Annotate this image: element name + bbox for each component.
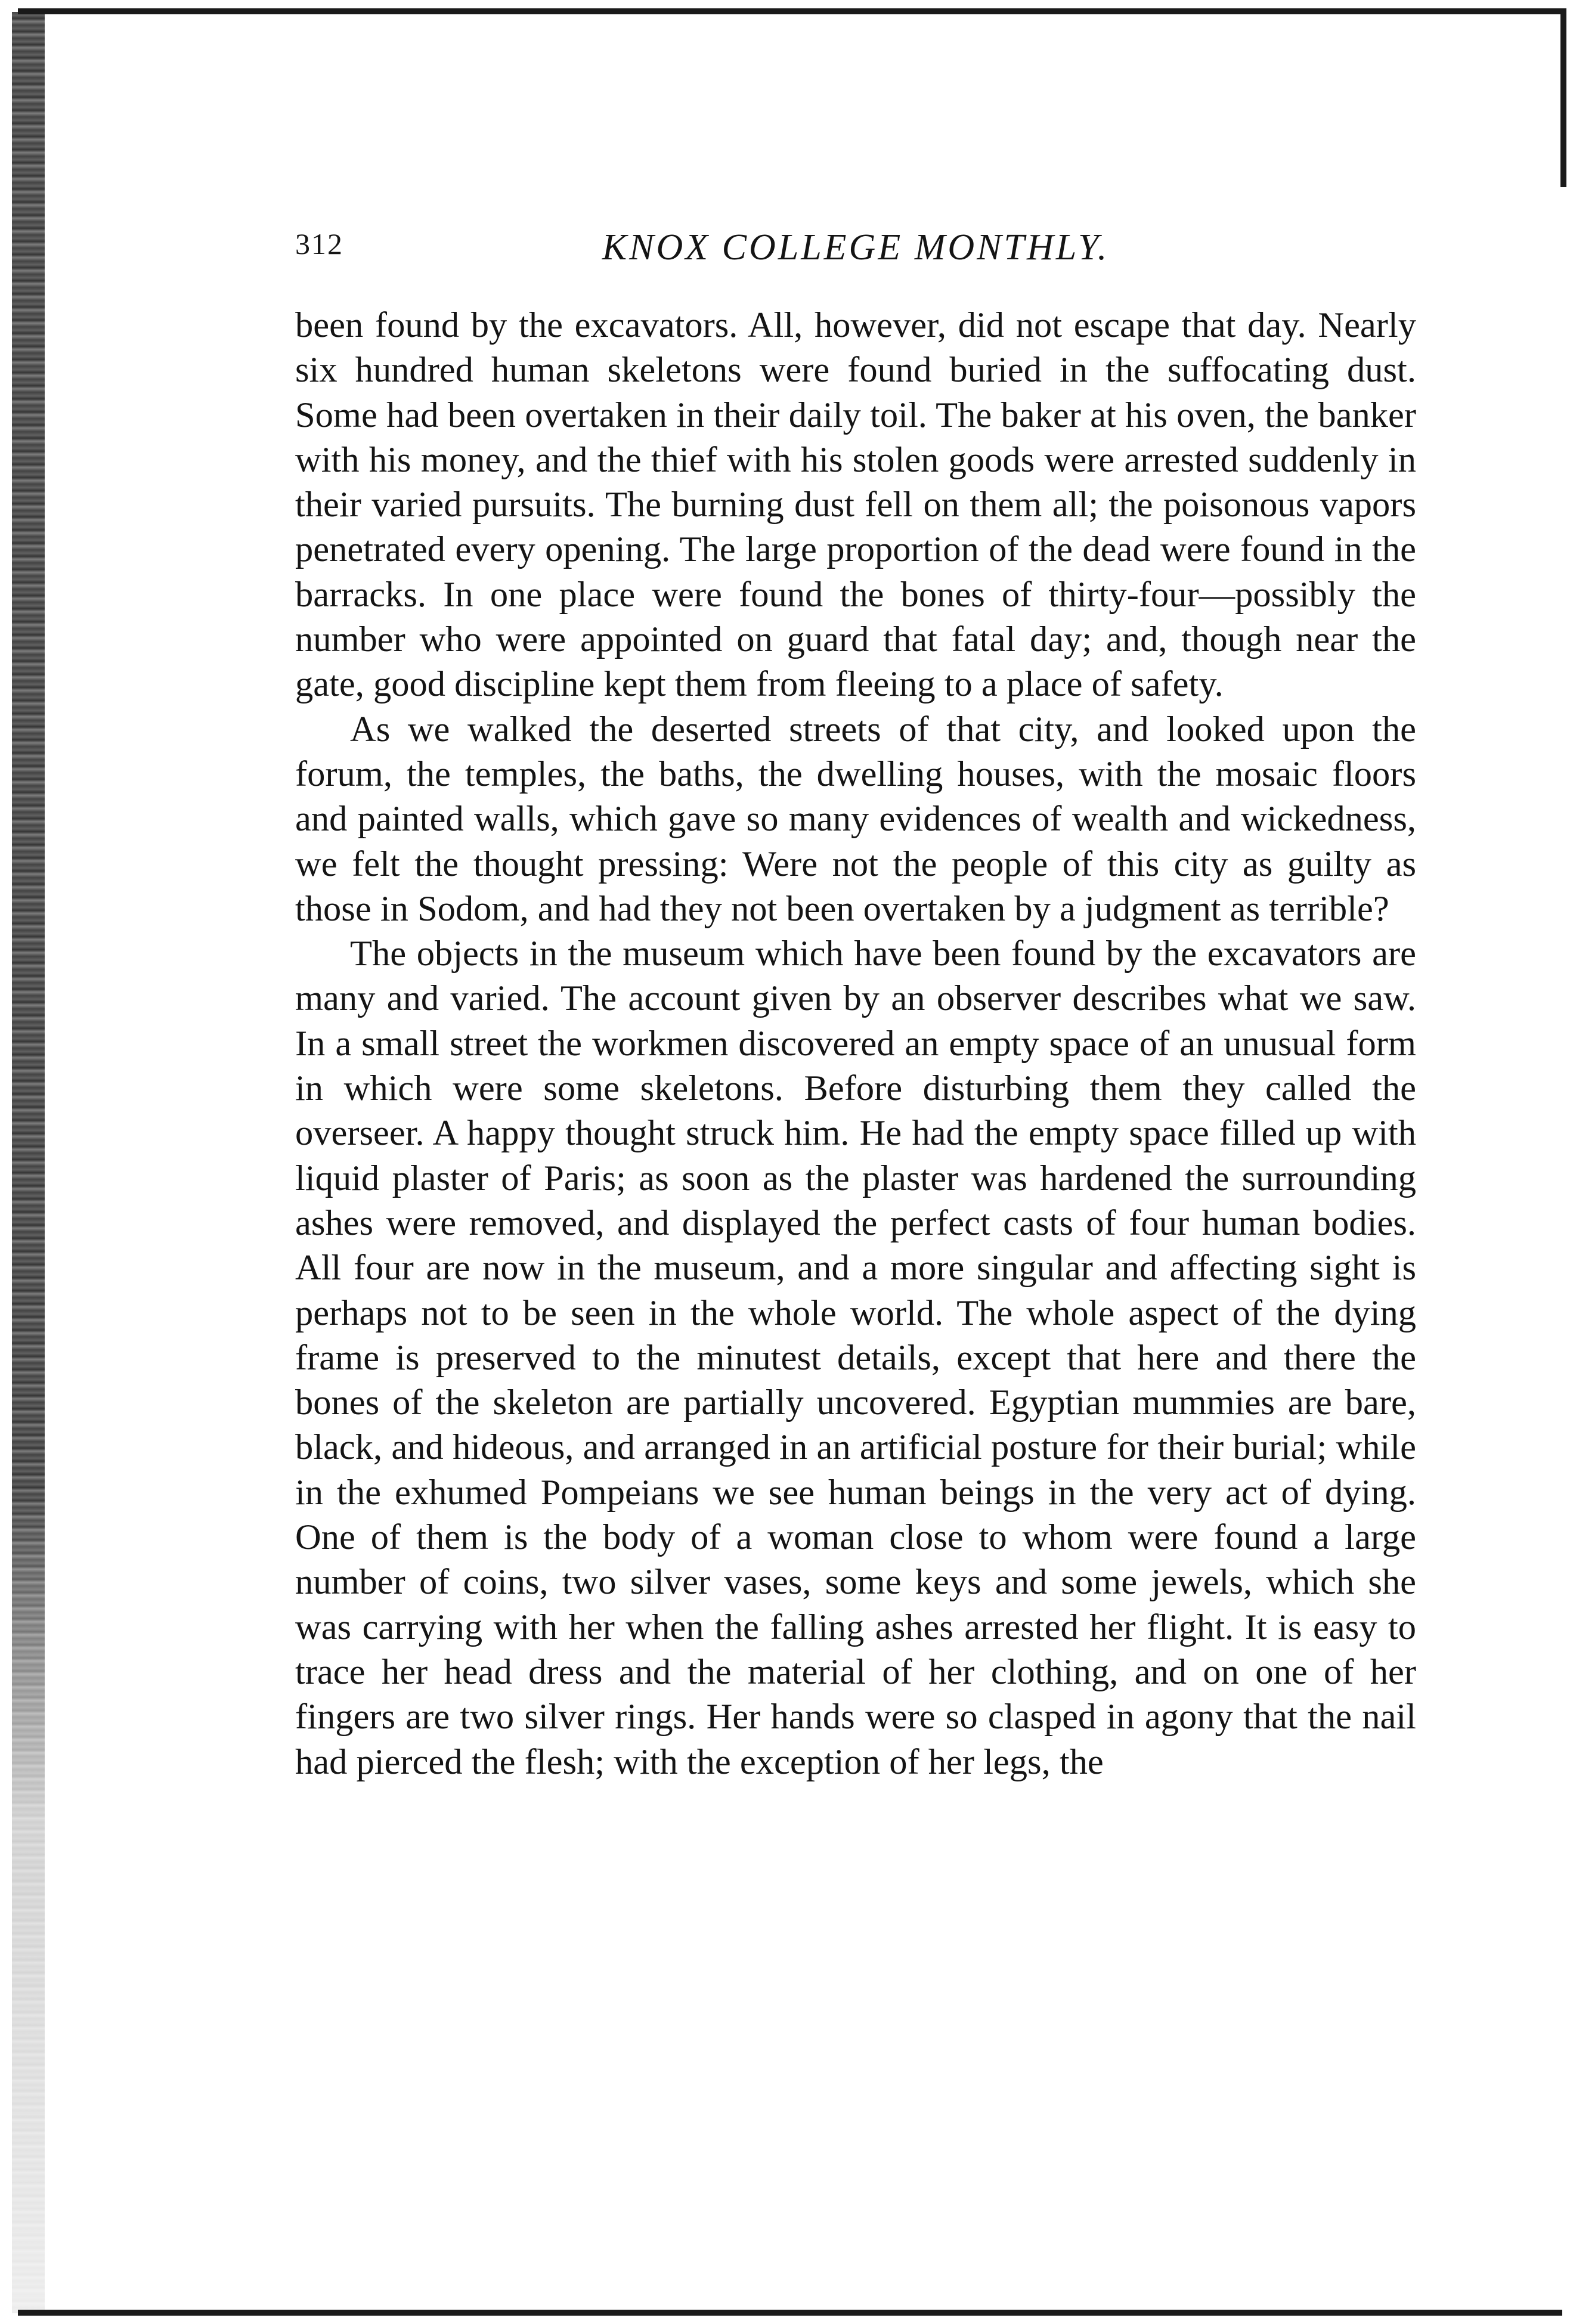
paragraph-1: been found by the excavators. All, however, did not escape that day. Nearly six hundred human skeletons were found buried in the suffocating dust. Some had been overtaken in their daily toil. The baker at his oven, the banker with his money, and the thief with his stolen goods were arrested suddenly in their varied pursuits. The burning dust fell on them all; the poisonous vapors penetrated every opening. The large proportion of the dead were found in the barracks. In one place were found the bones of thirty-four—possibly the number who were appointed on guard that fatal day; and, though near the gate, good discipline kept them from fleeing to a place of safety. — [295, 305, 1416, 705]
paragraph-2: As we walked the deserted streets of that city, and looked upon the forum, the temples, the baths, the dwelling houses, with the mosaic floors and painted walls, which gave so many evidences of wealth and wickedness, we felt the thought pressing: Were not the people of this city as guilty as those in Sodom, and had they not been overtaken by a judgment as terrible? — [295, 709, 1416, 929]
body-text — [295, 303, 1416, 1784]
page-header — [295, 227, 1416, 274]
paragraph-3: The objects in the museum which have been found by the excavators are many and varied. The account given by an observer describes what we saw. In a small street the workmen discovered an empty space of an unusual form in which were some skeletons. Before disturbing them they called the overseer. A happy thought struck him. He had the empty space filled up with liquid plaster of Paris; as soon as the plaster was hardened the surrounding ashes were removed, and displayed the perfect casts of four human bodies. All four are now in the museum, and a more singular and affecting sight is perhaps not to be seen in the whole world. The whole aspect of the dying frame is preserved to the minutest details, except that here and there the bones of the skeleton are partially uncovered. Egyptian mummies are bare, black, and hideous, and arranged in an artificial posture for their burial; while in the exhumed Pompeians we see human beings in the very act of dying. One of them is the body of a woman close to whom were found a large number of coins, two silver vases, some keys and some jewels, which she was carrying with her when the falling ashes arrested her flight. It is easy to trace her head dress and the material of her clothing, and on one of her fingers are two silver rings. Her hands were so clasped in agony that the nail had pierced the flesh; with the exception of her legs, the — [295, 934, 1416, 1782]
page-number: 312 — [295, 227, 343, 261]
running-title: KNOX COLLEGE MONTHLY. — [602, 227, 1110, 268]
